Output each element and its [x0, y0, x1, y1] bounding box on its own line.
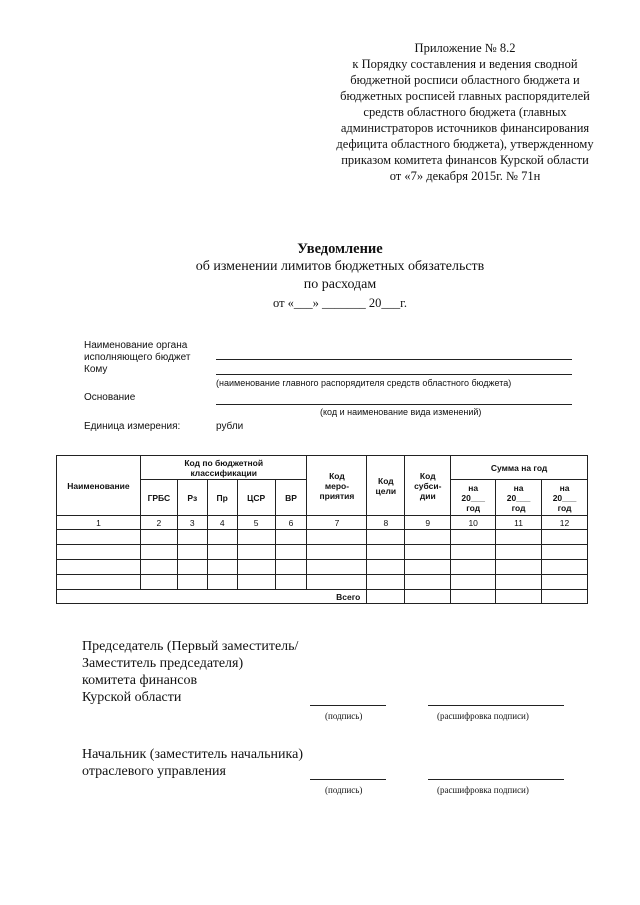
table-row	[57, 575, 588, 590]
notice-subtitle: об изменении лимитов бюджетных обязательств	[195, 259, 485, 274]
appendix-line: администраторов источников финансирования	[340, 121, 590, 135]
notice-title: Уведомление	[297, 241, 383, 257]
col-header-year-1: на 20___ год	[451, 480, 496, 516]
total-cell[interactable]	[542, 590, 588, 604]
total-cell[interactable]	[451, 590, 496, 604]
col-header-vr: ВР	[275, 480, 307, 516]
head-signature-line[interactable]	[310, 769, 386, 780]
table-row	[57, 545, 588, 560]
column-number: 6	[275, 516, 307, 530]
table-row	[57, 560, 588, 575]
col-header-csr: ЦСР	[237, 480, 275, 516]
budget-classification-table	[56, 455, 588, 604]
total-cell[interactable]	[496, 590, 542, 604]
column-number: 12	[542, 516, 588, 530]
col-header-year-3: на 20___ год	[542, 480, 588, 516]
appendix-line: средств областного бюджета (главных	[363, 105, 567, 119]
notice-subtitle: по расходам	[303, 277, 377, 292]
unit-label: Единица измерения:	[84, 421, 181, 432]
appendix-line: бюджетных росписей главных распорядителей	[340, 89, 590, 103]
unit-value: рубли	[216, 421, 244, 432]
executing-body-field[interactable]	[216, 347, 572, 360]
column-number: 4	[207, 516, 237, 530]
col-header-event-code: Код меро- приятия	[307, 456, 367, 516]
column-number: 10	[451, 516, 496, 530]
column-number: 11	[496, 516, 542, 530]
total-label: Всего	[57, 590, 367, 604]
column-number: 8	[367, 516, 405, 530]
basis-caption: (код и наименование вида изменений)	[320, 407, 482, 417]
col-header-pr: Пр	[207, 480, 237, 516]
head-signatory: Начальник (заместитель начальника) отраслевого управления	[82, 747, 303, 779]
appendix-line: Приложение № 8.2	[414, 41, 516, 55]
signature-caption: (подпись)	[325, 785, 363, 795]
decoding-caption: (расшифровка подписи)	[437, 785, 529, 795]
column-number: 5	[237, 516, 275, 530]
col-header-year-2: на 20___ год	[496, 480, 542, 516]
head-decoding-line[interactable]	[428, 769, 564, 780]
col-header-name: Наименование	[57, 456, 141, 516]
col-header-classification: Код по бюджетной классификации	[140, 456, 307, 480]
column-number-row	[57, 516, 588, 530]
col-header-subsidy-code: Код субси- дии	[405, 456, 451, 516]
appendix-line: бюджетной росписи областного бюджета и	[350, 73, 580, 87]
basis-label: Основание	[84, 392, 136, 403]
appendix-line: приказом комитета финансов Курской области	[341, 153, 589, 167]
col-header-rz: Рз	[177, 480, 207, 516]
appendix-line: к Порядку составления и ведения сводной	[352, 57, 578, 71]
total-row	[57, 590, 588, 604]
appendix-line: дефицита областного бюджета), утвержденному	[336, 137, 594, 151]
appendix-line: от «7» декабря 2015г. № 71н	[389, 169, 541, 183]
appendix-header	[310, 40, 620, 184]
recipient-caption: (наименование главного распорядителя средств областного бюджета)	[216, 378, 512, 388]
chair-signature-line[interactable]	[310, 695, 386, 706]
notice-date-line: от «___» _______ 20___г.	[272, 296, 407, 310]
notice-title-block	[150, 240, 530, 312]
decoding-caption: (расшифровка подписи)	[437, 711, 529, 721]
column-number: 3	[177, 516, 207, 530]
recipient-field[interactable]	[216, 362, 572, 375]
column-number: 9	[405, 516, 451, 530]
executing-body-label: Наименование органа исполняющего бюджет	[84, 340, 191, 363]
basis-field[interactable]	[216, 392, 572, 405]
chair-signatory: Председатель (Первый заместитель/ Заместитель председателя) комитета финансов Курской области	[82, 639, 299, 705]
table-row	[57, 530, 588, 545]
signature-caption: (подпись)	[325, 711, 363, 721]
chair-decoding-line[interactable]	[428, 695, 564, 706]
col-header-target-code: Код цели	[367, 456, 405, 516]
column-number: 2	[140, 516, 177, 530]
column-number: 1	[57, 516, 141, 530]
to-label: Кому	[84, 364, 108, 375]
column-number: 7	[307, 516, 367, 530]
col-header-grbs: ГРБС	[140, 480, 177, 516]
col-header-sum-per-year: Сумма на год	[451, 456, 588, 480]
